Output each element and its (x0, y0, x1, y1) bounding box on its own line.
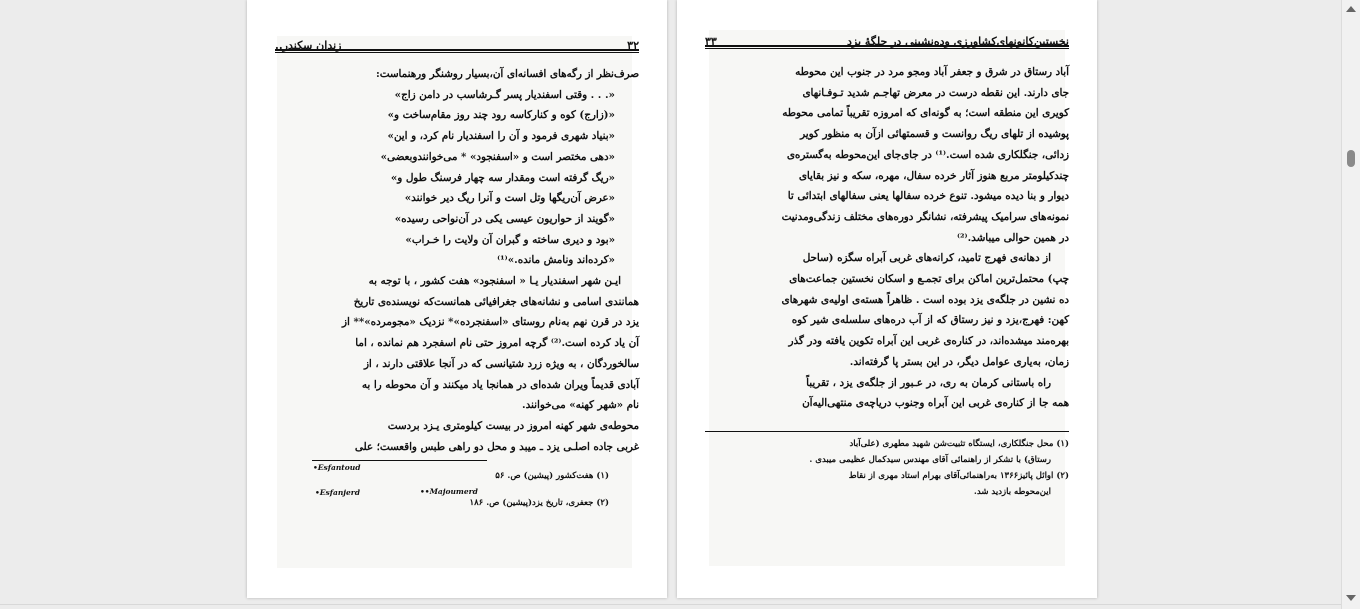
footnote: رستاق) با تشکر از راهنمائی آقای مهندس سیدکمال عظیمی میبدی . (809, 455, 1051, 465)
text-line: «ریگ گرفته است ومقدار سه چهار فرسنگ طول و» (390, 171, 615, 184)
header-rule (705, 45, 1069, 49)
text-line: غربی جاده اصلـی یزد ـ میبد و محل دو راهی طبس واقعست؛ علی (354, 440, 639, 453)
text-line: «دهی مختصر است و «اسفنجود» * می‌خوانندوبعضی» (380, 150, 615, 163)
text-line: «بنیاد شهری فرمود و آن را اسفندیار نام کرد، و این» (387, 130, 615, 143)
footnotes (275, 463, 639, 553)
viewer-bottom-edge (0, 604, 1342, 605)
footnote: (۲) جعفری، تاریخ یزد(پیشین) ص. ۱۸۶ (469, 498, 609, 508)
text-line: «. . . وقتی اسفندیار پسر گـرشاسب در دامن زاج» (394, 88, 615, 101)
text-line: از دهانه‌ی فهرج تامید، کرانه‌های غربی آبراه سگزه (ساحل (802, 252, 1051, 265)
text-line: «بود و دیری ساخته و گبران‌ آن ولایت را خـراب» (405, 233, 615, 246)
text-line: در همین حوالی میباشد.⁽²⁾ (956, 231, 1069, 244)
scroll-up-icon[interactable] (1346, 6, 1356, 12)
vertical-scrollbar[interactable] (1341, 0, 1360, 609)
text-line: کویری این منطقه است؛ به گونه‌ای که امروزه تقریباً تمامی محوطه (782, 107, 1069, 120)
footnote-latin: ••Majoumerd (420, 487, 478, 496)
footnote-rule (705, 431, 1069, 432)
footnote: این‌محوطه بازدید شد. (973, 487, 1051, 497)
text-line: سالخوردگان ، به ویژه زرد شتیانسی که در آنجا علاقتی دارند ، از (363, 357, 639, 370)
footnote-latin: •Esfanjerd (315, 488, 360, 497)
running-title: نخستین‌کانونهای‌کشاورزی وده‌نشینی در جلگهٔ یزد (847, 35, 1069, 48)
text-line: آبادی قدیماً ویران شده‌ای در همانجا یاد میکنند و آن محوطه را به (361, 378, 639, 391)
text-line: پوشیده از تلهای ریگ روانست و قسمتهائی ازآن به منظور کویر (800, 128, 1069, 141)
text-line: نمونه‌های سرامیک پیشرفته، نشانگر دوره‌های مختلف زندگی‌ومدنیت (781, 210, 1069, 223)
text-line: ایـن شهر اسفندیار یـا « اسفنجود» هفت کشور ، با توجه به (368, 275, 621, 288)
text-line: آباد رستاق در شرق و جعفر آباد ومجو مرد در جنوب این محوطه (795, 66, 1069, 78)
text-line: زمان، به‌یاری عوامل دیگر، در این بستر پا گرفته‌اند. (849, 355, 1069, 368)
page-number: ۳۳ (705, 35, 717, 48)
text-line: بهره‌مند میشده‌اند، در کناره‌ی غربی این آبراه تکوین یافته ودر گذر (788, 335, 1069, 348)
text-line: کهن: فهرج،یزد و نیز رستاق که از آب دره‌های سلسله‌ی شیر کوه (791, 314, 1069, 327)
page-33 (677, 0, 1097, 598)
text-line: همانندی اسامی و نشانه‌های جغرافیائی همانست‌که نویسنده‌ی تاریخ (353, 295, 639, 308)
footnote: (۱) محل جنگلکاری، ایستگاه تثبیت‌شن شهید مطهری (علی‌آباد (849, 439, 1069, 449)
footnote-rule (312, 460, 487, 461)
body-text (705, 62, 1069, 414)
text-line: آن یاد کرده است.⁽²⁾ گرچه امروز حتی نام اسفجرد هم نمانده ، اما (355, 337, 639, 350)
footnote-latin: •Esfantoud (313, 463, 361, 472)
text-line: صرف‌نظر از رگه‌های افسانه‌ای آن،بسیار روشنگر ورهنماست: (375, 68, 639, 80)
running-title: زندان سکندر.. (275, 39, 342, 52)
text-line: ده نشین در جلگه‌ی یزد بوده است . ظاهراً هسته‌ی اولیه‌ی شهرهای (781, 293, 1069, 306)
footnotes (705, 436, 1069, 500)
text-line: زدائی، جنگلکاری شده است.⁽¹⁾ در جای‌جای این‌محوطه به‌گستره‌ی (786, 148, 1069, 161)
text-line: چپ) محتمل‌ترین اماکن برای تجمـع و اسکان نخستین جماعت‌های (789, 273, 1069, 286)
page-32 (247, 0, 667, 598)
footnote: (۲) اوائل پائیز۱۳۶۶ به‌راهنمائی‌آقای بهرام استاد مهری از نقاط (848, 471, 1069, 481)
page-number: ۳۲ (627, 39, 639, 52)
text-line: نام «شهر کهنه» می‌خوانند. (522, 399, 639, 412)
text-line: «کرده‌اند ونامش مانده.»⁽¹⁾ (497, 254, 615, 267)
text-line: چندکیلومتر مربع هنوز آثار خرده سفال، مهره، سکه و نیز بقایای (798, 169, 1069, 182)
text-line: یزد در قرن نهم به‌نام روستای «اسفنجرده»* نزدیک «مجومرده»** از (342, 316, 639, 329)
header-rule (275, 49, 639, 53)
text-line: محوطه‌ی شهر کهنه امروز در بیست کیلومتری یـزد بردست (387, 419, 639, 432)
text-line: همه جا از کناره‌ی غربی این آبراه وجنوب دریاچه‌ی منتهی‌الیه‌آن (802, 397, 1069, 410)
scroll-down-icon[interactable] (1346, 595, 1356, 601)
footnote: (۱) هفت‌کشور (پیشین) ص. ۵۶ (495, 471, 609, 481)
text-line: «(زارج) کوه و کنارکاسه رود چند روز مقام‌ساخت و» (387, 109, 615, 122)
text-line: راه باستانی کرمان به ری، در عـبور از جلگه‌ی یزد ، تقریباً (806, 376, 1051, 389)
text-line: «عرض آن‌ریگها وتل است و آنرا ریگ دیر خوانند» (404, 192, 615, 205)
body-text (275, 64, 639, 457)
text-line: جای دارند. این نقطه درست در معرض تهاجـم شدید تـوفـانهای (802, 86, 1069, 99)
scroll-thumb[interactable] (1347, 150, 1355, 167)
text-line: «گویند از حواریون عیسی یکی در آن‌نواحی رسیده» (394, 212, 615, 225)
text-line: دیوار و بنا دیده میشود. تنوع خرده سفالها یعنی سفالهای ابتدائی تا (787, 190, 1069, 203)
